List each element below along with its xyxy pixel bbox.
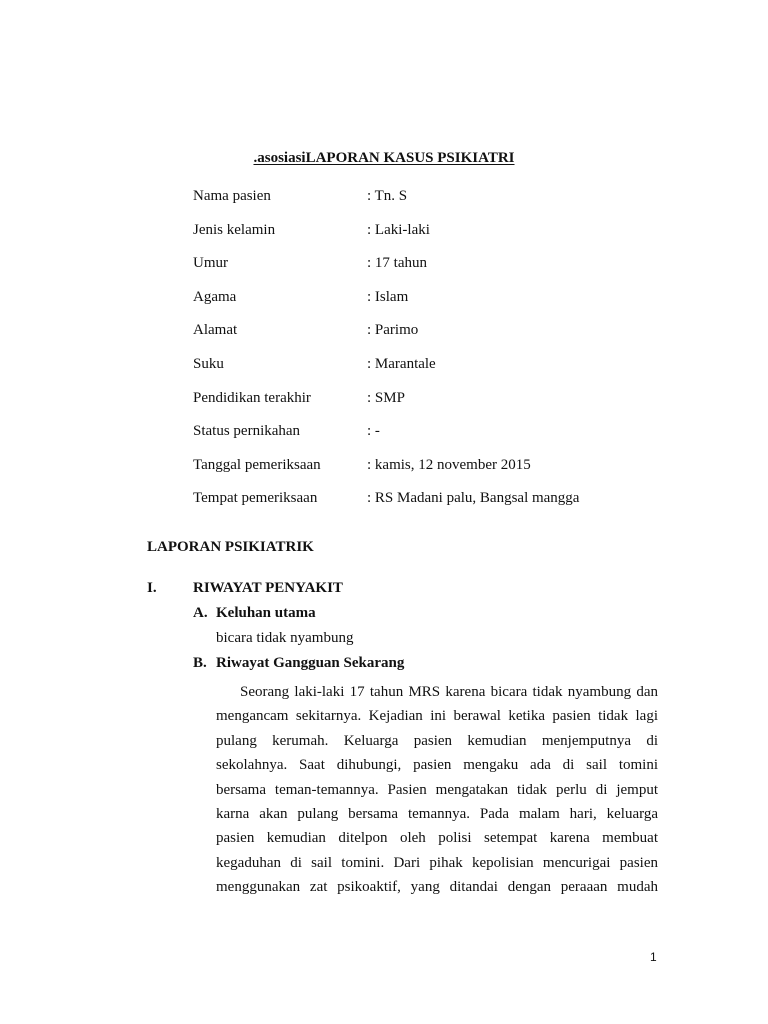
paragraph-line: pulang kerumah. Keluarga pasien kemudian menjemputnya di — [216, 732, 658, 749]
paragraph-line: karna akan pulang bersama temannya. Pada malam hari, keluarga — [216, 805, 658, 822]
info-row-alamat — [193, 322, 579, 356]
paragraph-line: bersama teman-temannya. Pasien mengatakan tidak perlu di jemput — [216, 781, 658, 798]
info-label: Pendidikan terakhir — [193, 389, 311, 406]
info-label: Nama pasien — [193, 188, 271, 204]
info-label: Jenis kelamin — [193, 221, 276, 238]
paragraph-line: pasien kemudian ditelpon oleh polisi setempat karena membuat — [216, 830, 658, 847]
document-title: .asosiasiLAPORAN KASUS PSIKIATRI — [253, 150, 515, 166]
info-label: Alamat — [193, 322, 238, 339]
info-value: : RS Madani palu, Bangsal mangga — [367, 490, 580, 507]
subsection-letter: A. — [193, 605, 208, 621]
info-row-tanggal — [193, 457, 579, 491]
info-value: : Marantale — [367, 355, 436, 372]
info-row-tempat — [193, 490, 579, 524]
info-value: : Tn. S — [367, 188, 408, 204]
subsection-title: Keluhan utama — [216, 605, 316, 621]
section-title: RIWAYAT PENYAKIT — [193, 580, 343, 596]
subsection-a-body: bicara tidak nyambung — [216, 630, 354, 646]
paragraph-line: mengancam sekitarnya. Kejadian ini berawal ketika pasien tidak lagi — [216, 708, 658, 725]
paragraph-line: Seorang laki-laki 17 tahun MRS karena bicara tidak nyambung dan — [240, 684, 658, 700]
info-row-nama — [193, 188, 579, 222]
info-row-suku — [193, 356, 579, 390]
info-value: : Laki-laki — [367, 221, 430, 238]
info-value: : 17 tahun — [367, 255, 427, 272]
info-value: : Parimo — [367, 322, 419, 339]
info-row-umur — [193, 255, 579, 289]
info-value: : kamis, 12 november 2015 — [367, 456, 531, 473]
info-row-jenis-kelamin — [193, 222, 579, 256]
page-number: 1 — [650, 950, 657, 964]
subsection-a-heading — [193, 605, 316, 622]
info-label: Suku — [193, 355, 224, 372]
subsection-b-heading — [193, 655, 404, 672]
info-value: : Islam — [367, 288, 409, 305]
paragraph-line: kegaduhan di sail tomini. Dari pihak kepolisian mencurigai pasien — [216, 854, 658, 871]
info-row-agama — [193, 289, 579, 323]
info-value: : SMP — [367, 389, 405, 406]
info-label: Agama — [193, 288, 237, 305]
section-number: I. — [147, 580, 157, 596]
info-label: Tanggal pemeriksaan — [193, 456, 321, 473]
report-heading: LAPORAN PSIKIATRIK — [147, 539, 314, 555]
history-paragraph — [216, 680, 658, 900]
section-heading — [147, 580, 343, 597]
subsection-title: Riwayat Gangguan Sekarang — [216, 655, 405, 671]
patient-info-table — [193, 188, 579, 524]
subsection-letter: B. — [193, 655, 207, 671]
info-label: Tempat pemeriksaan — [193, 490, 318, 507]
paragraph-line: sekolahnya. Saat dihubungi, pasien mengaku ada di sail tomini — [216, 757, 658, 774]
info-label: Status pernikahan — [193, 423, 301, 440]
info-label: Umur — [193, 255, 228, 272]
info-row-status-pernikahan — [193, 423, 579, 457]
info-value: : - — [367, 423, 380, 440]
paragraph-line: menggunakan zat psikoaktif, yang ditandai dengan peraaan mudah — [216, 879, 658, 896]
info-row-pendidikan — [193, 390, 579, 424]
